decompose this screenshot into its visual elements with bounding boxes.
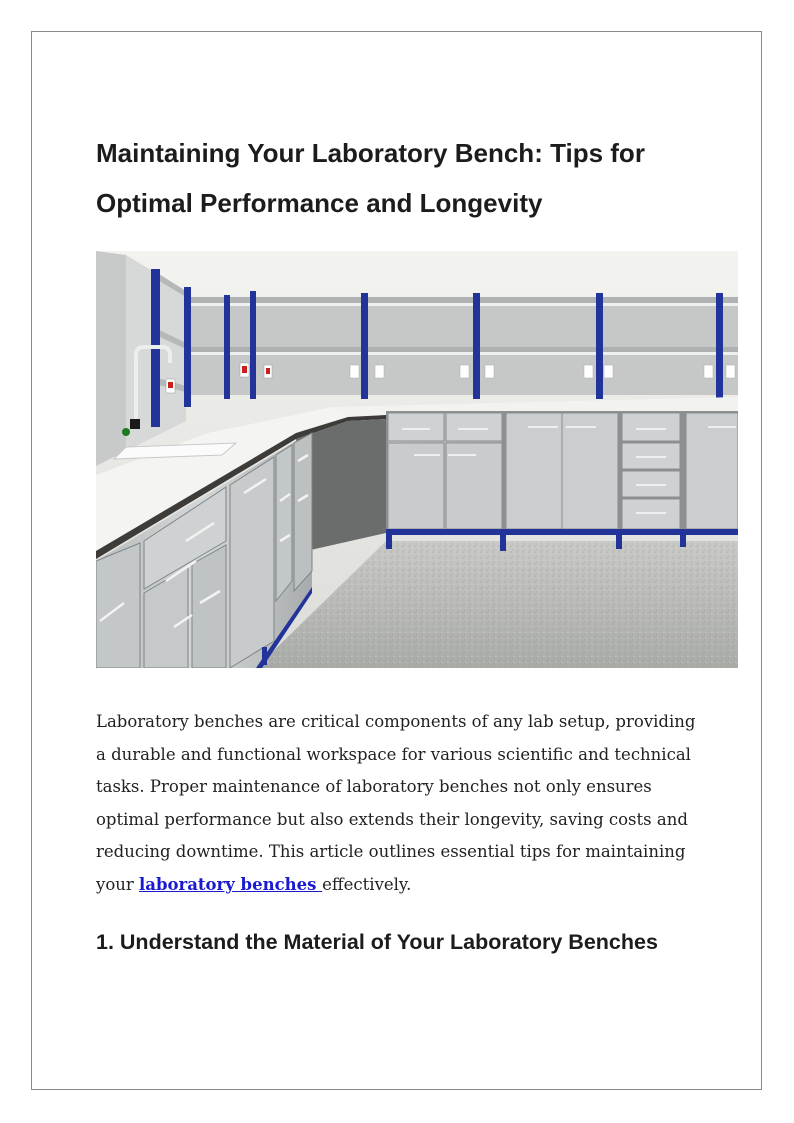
- intro-paragraph: [96, 706, 706, 902]
- laboratory-benches-link[interactable]: laboratory benches: [139, 874, 323, 894]
- intro-text-before-link: Laboratory benches are critical components of any lab setup, providing a durable and functional workspace for various scientific and technical tasks. Proper maintenance of laboratory benches not only ensures optimal performance but also extends their longevity, saving costs and reducing downtime. This article outlines essential tips for maintaining your: [96, 712, 696, 894]
- intro-text-after-link: effectively.: [322, 874, 412, 894]
- section-1-heading: 1. Understand the Material of Your Laboratory Benches: [96, 930, 658, 954]
- hero-image: [96, 251, 738, 668]
- article-title: Maintaining Your Laboratory Bench: Tips for Optimal Performance and Longevity: [96, 138, 645, 218]
